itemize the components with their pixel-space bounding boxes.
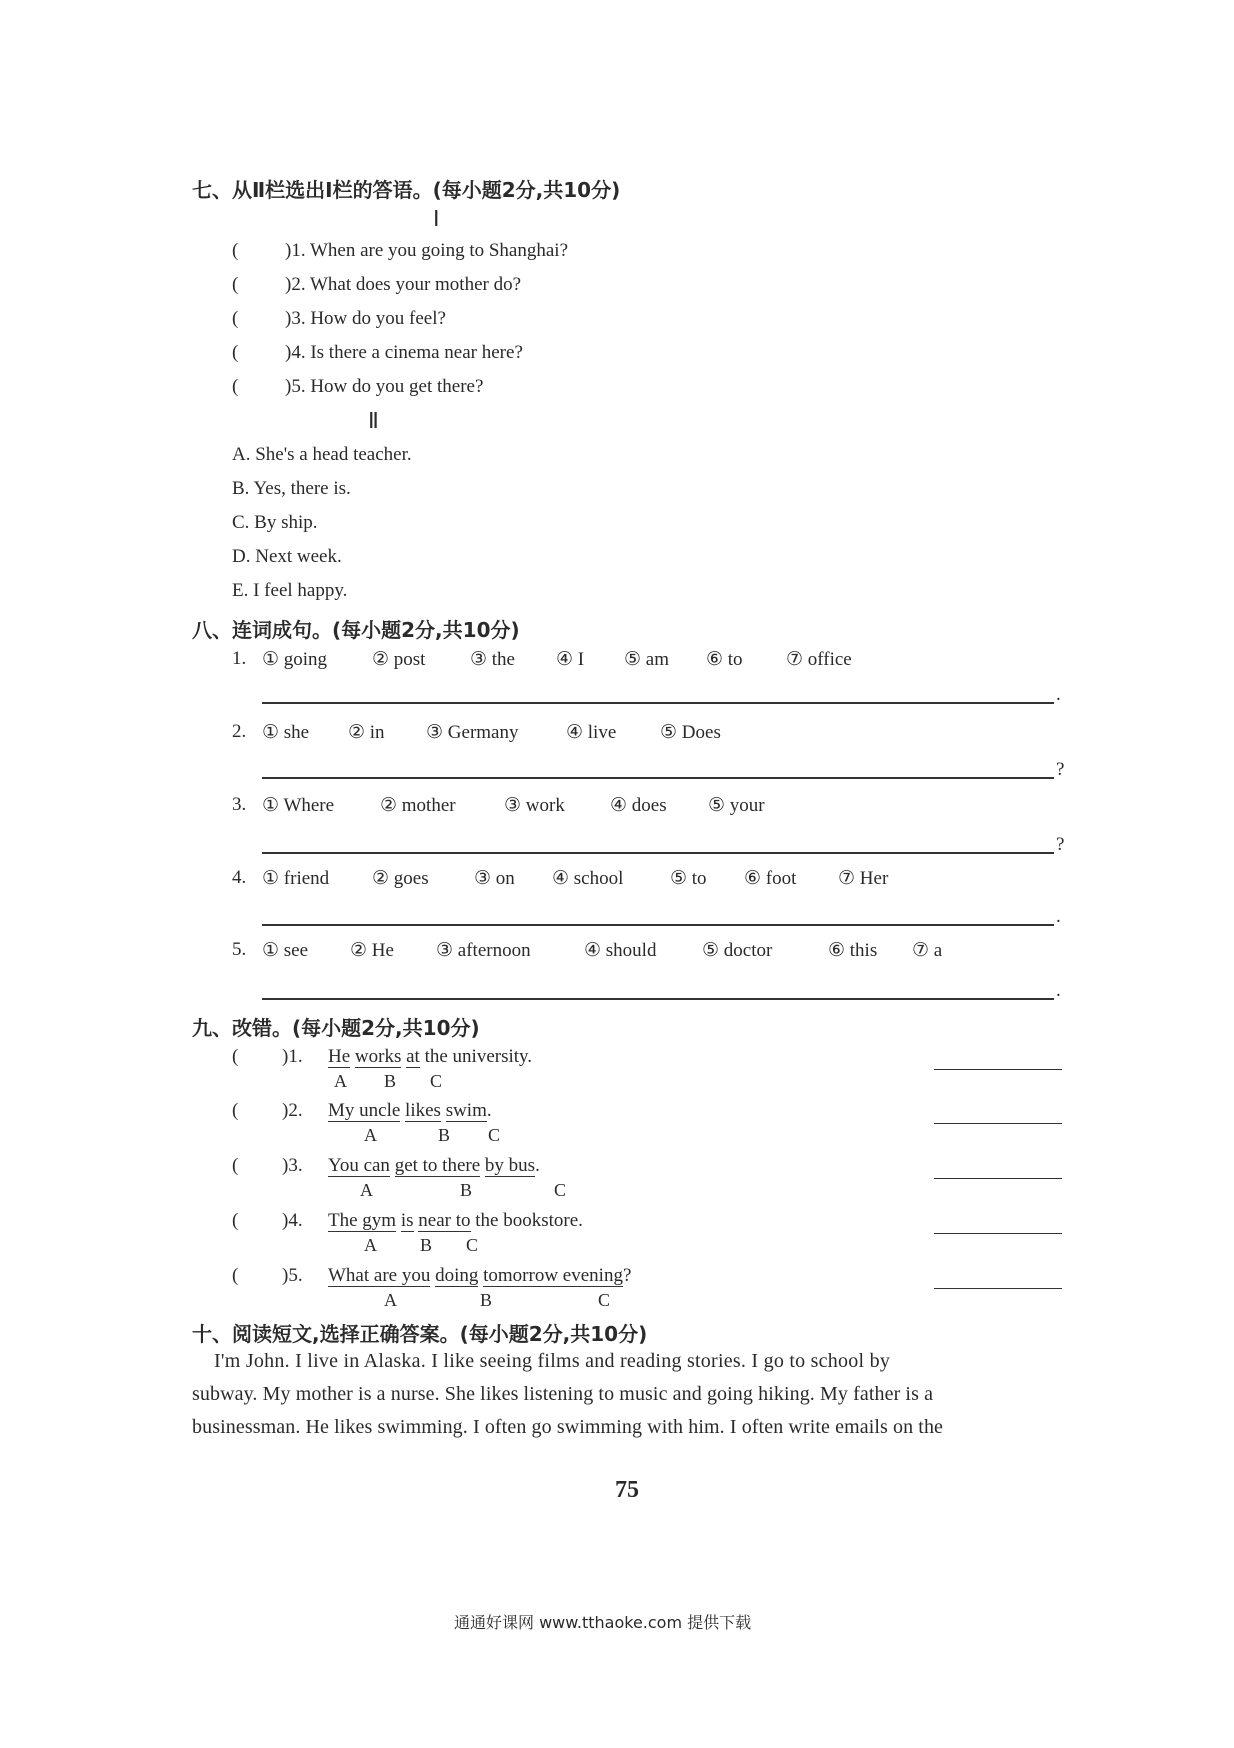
answer-option: A. She's a head teacher.	[232, 444, 412, 465]
word-chip: ③ the	[470, 649, 515, 670]
question-paren: (	[232, 274, 239, 295]
word-chip: ⑤ am	[624, 649, 669, 670]
option-label: C	[598, 1290, 611, 1310]
word-chip: ① going	[262, 649, 328, 670]
sentence-end-mark: .	[1056, 684, 1061, 705]
question-paren: (	[232, 342, 239, 363]
item-sentence: My uncle likes swim.	[328, 1100, 492, 1121]
sentence-end-mark: ?	[1056, 834, 1065, 855]
word-chip: ③ Germany	[426, 722, 519, 743]
section-10-title: 十、阅读短文,选择正确答案。(每小题2分,共10分)	[192, 1322, 648, 1346]
word-chip: ② He	[350, 940, 394, 961]
word-chip: ① Where	[262, 795, 335, 816]
word-chip: ② post	[372, 649, 426, 670]
option-label: C	[430, 1071, 443, 1091]
answer-line[interactable]	[262, 852, 1054, 854]
passage-line: I'm John. I live in Alaska. I like seeing films and reading stories. I go to school by	[214, 1350, 891, 1372]
word-chip: ③ afternoon	[436, 940, 531, 961]
word-chip: ⑦ office	[786, 649, 852, 670]
word-chip: ④ live	[566, 722, 617, 743]
item-sentence: You can get to there by bus.	[328, 1155, 540, 1176]
answer-option: B. Yes, there is.	[232, 478, 351, 499]
correction-answer-line[interactable]	[934, 1069, 1062, 1070]
question-paren: (	[232, 240, 239, 261]
footer-credit: 通通好课网 www.tthaoke.com 提供下载	[454, 1613, 752, 1632]
question-paren: (	[232, 308, 239, 329]
word-chip: ④ school	[552, 868, 624, 889]
sentence-end-mark: .	[1056, 906, 1061, 927]
question-item: )1. When are you going to Shanghai?	[285, 240, 568, 261]
question-item: )5. How do you get there?	[285, 376, 484, 397]
word-chip: ③ work	[504, 795, 565, 816]
answer-line[interactable]	[262, 998, 1054, 1000]
correction-answer-line[interactable]	[934, 1288, 1062, 1289]
word-chip: ② mother	[380, 795, 456, 816]
correction-answer-line[interactable]	[934, 1123, 1062, 1124]
question-item: )3. How do you feel?	[285, 308, 446, 329]
item-number: )2.	[282, 1100, 303, 1121]
question-item: )4. Is there a cinema near here?	[285, 342, 523, 363]
item-number: )3.	[282, 1155, 303, 1176]
answer-option: C. By ship.	[232, 512, 318, 533]
answer-option: E. I feel happy.	[232, 580, 348, 601]
option-label: C	[488, 1125, 501, 1145]
word-chip: ⑥ foot	[744, 868, 797, 889]
item-number: 2.	[232, 721, 247, 742]
option-label: B	[438, 1125, 451, 1145]
option-label: B	[460, 1180, 473, 1200]
item-sentence: The gym is near to the bookstore.	[328, 1210, 583, 1231]
word-chip: ④ does	[610, 795, 667, 816]
word-chip: ① friend	[262, 868, 330, 889]
item-number: )1.	[282, 1046, 303, 1067]
correction-answer-line[interactable]	[934, 1178, 1062, 1179]
item-number: 3.	[232, 794, 247, 815]
column-1-heading: Ⅰ	[433, 206, 440, 231]
section-8-title: 八、连词成句。(每小题2分,共10分)	[192, 618, 520, 642]
word-chip: ② in	[348, 722, 385, 743]
option-label: A	[360, 1180, 373, 1200]
item-paren: (	[232, 1155, 239, 1176]
word-chip: ⑤ Does	[660, 722, 721, 743]
item-paren: (	[232, 1046, 239, 1067]
item-number: 5.	[232, 939, 247, 960]
word-chip: ⑦ a	[912, 940, 943, 961]
sentence-end-mark: .	[1056, 980, 1061, 1001]
word-chip: ③ on	[474, 868, 515, 889]
option-label: B	[480, 1290, 493, 1310]
item-number: )5.	[282, 1265, 303, 1286]
word-chip: ⑦ Her	[838, 868, 889, 889]
question-paren: (	[232, 376, 239, 397]
option-label: B	[384, 1071, 397, 1091]
answer-line[interactable]	[262, 777, 1054, 779]
option-label: B	[420, 1235, 433, 1255]
option-label: A	[334, 1071, 347, 1091]
word-chip: ④ I	[556, 649, 585, 670]
word-chip: ⑤ your	[708, 795, 765, 816]
item-sentence: What are you doing tomorrow evening?	[328, 1265, 632, 1286]
page-number: 75	[615, 1477, 639, 1503]
word-chip: ⑤ to	[670, 868, 707, 889]
word-chip: ① see	[262, 940, 309, 961]
item-number: )4.	[282, 1210, 303, 1231]
item-sentence: He works at the university.	[328, 1046, 533, 1067]
answer-line[interactable]	[262, 702, 1054, 704]
section-9-title: 九、改错。(每小题2分,共10分)	[192, 1016, 480, 1040]
answer-line[interactable]	[262, 924, 1054, 926]
option-label: C	[554, 1180, 567, 1200]
option-label: A	[364, 1125, 377, 1145]
item-number: 4.	[232, 867, 247, 888]
item-number: 1.	[232, 648, 247, 669]
word-chip: ② goes	[372, 868, 429, 889]
option-label: A	[364, 1235, 377, 1255]
option-label: A	[384, 1290, 397, 1310]
correction-answer-line[interactable]	[934, 1233, 1062, 1234]
word-chip: ⑥ to	[706, 649, 743, 670]
word-chip: ⑤ doctor	[702, 940, 773, 961]
item-paren: (	[232, 1100, 239, 1121]
question-item: )2. What does your mother do?	[285, 274, 522, 295]
word-chip: ④ should	[584, 940, 657, 961]
option-label: C	[466, 1235, 479, 1255]
item-paren: (	[232, 1265, 239, 1286]
answer-option: D. Next week.	[232, 546, 342, 567]
sentence-end-mark: ?	[1056, 759, 1065, 780]
word-chip: ① she	[262, 722, 310, 743]
passage-line: businessman. He likes swimming. I often go swimming with him. I often write emails on the	[192, 1416, 944, 1438]
item-paren: (	[232, 1210, 239, 1231]
passage-line: subway. My mother is a nurse. She likes listening to music and going hiking. My father is a	[192, 1383, 934, 1405]
column-2-heading: Ⅱ	[368, 408, 379, 433]
section-7-title: 七、从Ⅱ栏选出Ⅰ栏的答语。(每小题2分,共10分)	[192, 178, 621, 202]
word-chip: ⑥ this	[828, 940, 878, 961]
